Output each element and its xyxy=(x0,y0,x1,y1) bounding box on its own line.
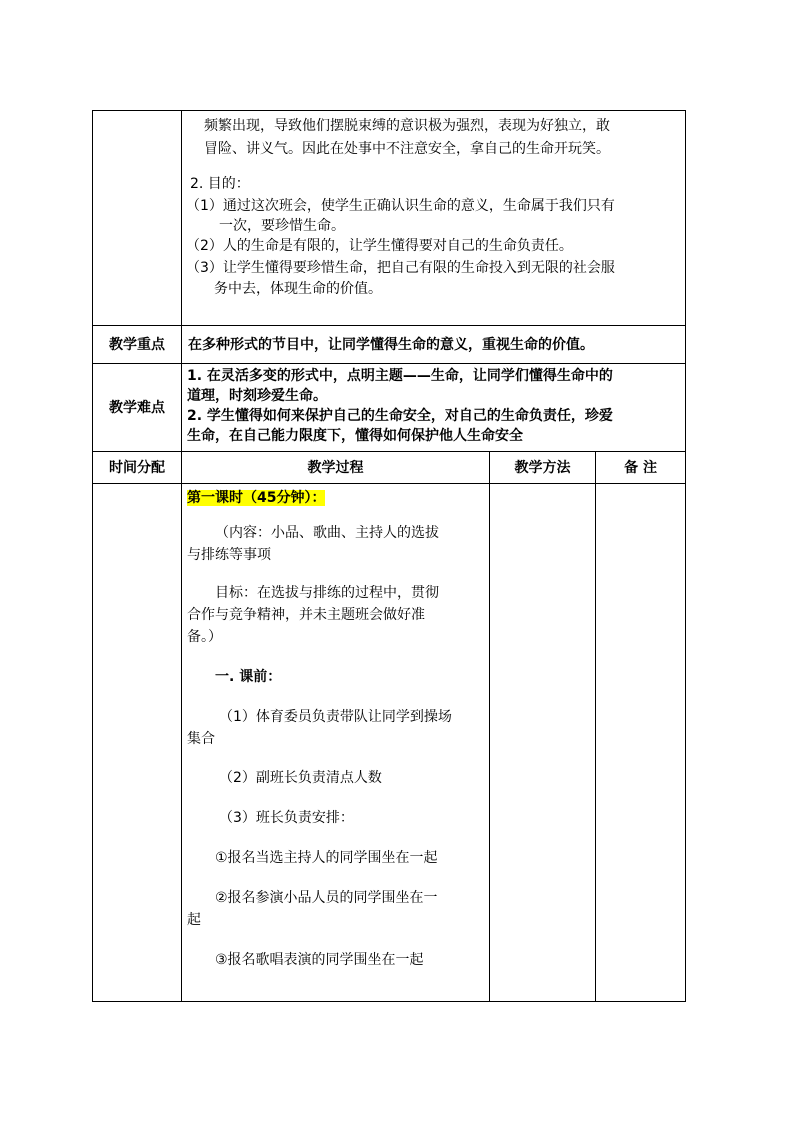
purpose-label-cell xyxy=(93,111,182,326)
step-3: （3）班长负责安排： xyxy=(219,810,354,826)
goal-heading: 2. 目的： xyxy=(190,176,250,192)
content-line-1: （内容：小品、歌曲、主持人的选拔 xyxy=(215,525,439,541)
purpose-content-cell xyxy=(182,111,686,326)
item-2-line-2: 起 xyxy=(187,912,201,928)
background-line-2: 冒险、讲义气。因此在处事中不注意安全，拿自己的生命开玩笑。 xyxy=(204,141,610,157)
purpose-row xyxy=(93,111,686,326)
step-2: （2）副班长负责清点人数 xyxy=(219,770,382,786)
process-row xyxy=(93,484,686,1002)
header-method: 教学方法 xyxy=(490,452,596,484)
goal-line-3: 备。） xyxy=(187,629,222,645)
lesson-title: 第一课时（45分钟）： xyxy=(187,490,326,506)
difficulty-row xyxy=(93,364,686,452)
difficulty-line-2: 道理，时刻珍爱生命。 xyxy=(187,388,327,404)
step-1-line-1: （1）体育委员负责带队让同学到操场 xyxy=(219,709,452,725)
item-2-line-1: ②报名参演小品人员的同学围坐在一 xyxy=(215,890,438,906)
goal-line-2: 合作与竞争精神，并未主题班会做好准 xyxy=(187,607,425,623)
background-line-1: 频繁出现，导致他们摆脱束缚的意识极为强烈，表现为好独立，敢 xyxy=(204,118,610,134)
header-row xyxy=(93,452,686,484)
key-point-row xyxy=(93,326,686,364)
content-line-2: 与排练等事项 xyxy=(187,547,271,563)
header-process: 教学过程 xyxy=(182,452,490,484)
difficulty-line-4: 生命，在自己能力限度下，懂得如何保护他人生命安全 xyxy=(187,428,523,444)
goal-1-line-2: 一次，要珍惜生命。 xyxy=(219,218,345,234)
time-cell xyxy=(93,484,182,1002)
goal-2: （2）人的生命是有限的，让学生懂得要对自己的生命负责任。 xyxy=(186,238,573,254)
goal-3-line-2: 务中去，体现生命的价值。 xyxy=(214,281,382,297)
lesson-plan-table xyxy=(92,110,686,1002)
method-cell xyxy=(490,484,596,1002)
difficulty-label: 教学难点 xyxy=(93,364,182,452)
header-time: 时间分配 xyxy=(93,452,182,484)
item-1: ①报名当选主持人的同学围坐在一起 xyxy=(215,850,438,866)
item-3: ③报名歌唱表演的同学围坐在一起 xyxy=(215,952,424,968)
section-before-class: 一. 课前： xyxy=(215,669,282,685)
key-point-label: 教学重点 xyxy=(93,326,182,364)
goal-1-line-1: （1）通过这次班会，使学生正确认识生命的意义，生命属于我们只有 xyxy=(186,198,615,214)
difficulty-line-1: 1. 在灵活多变的形式中，点明主题——生命，让同学们懂得生命中的 xyxy=(187,368,613,384)
difficulty-content-cell xyxy=(182,364,686,452)
goal-3-line-1: （3）让学生懂得要珍惜生命，把自己有限的生命投入到无限的社会服 xyxy=(186,260,615,276)
note-cell xyxy=(596,484,686,1002)
header-note: 备 注 xyxy=(596,452,686,484)
difficulty-line-3: 2. 学生懂得如何来保护自己的生命安全，对自己的生命负责任，珍爱 xyxy=(187,408,613,424)
step-1-line-2: 集合 xyxy=(187,731,215,747)
goal-line-1: 目标：在选拔与排练的过程中，贯彻 xyxy=(215,585,439,601)
key-point-text: 在多种形式的节目中，让同学懂得生命的意义，重视生命的价值。 xyxy=(182,326,686,364)
process-cell xyxy=(182,484,490,1002)
